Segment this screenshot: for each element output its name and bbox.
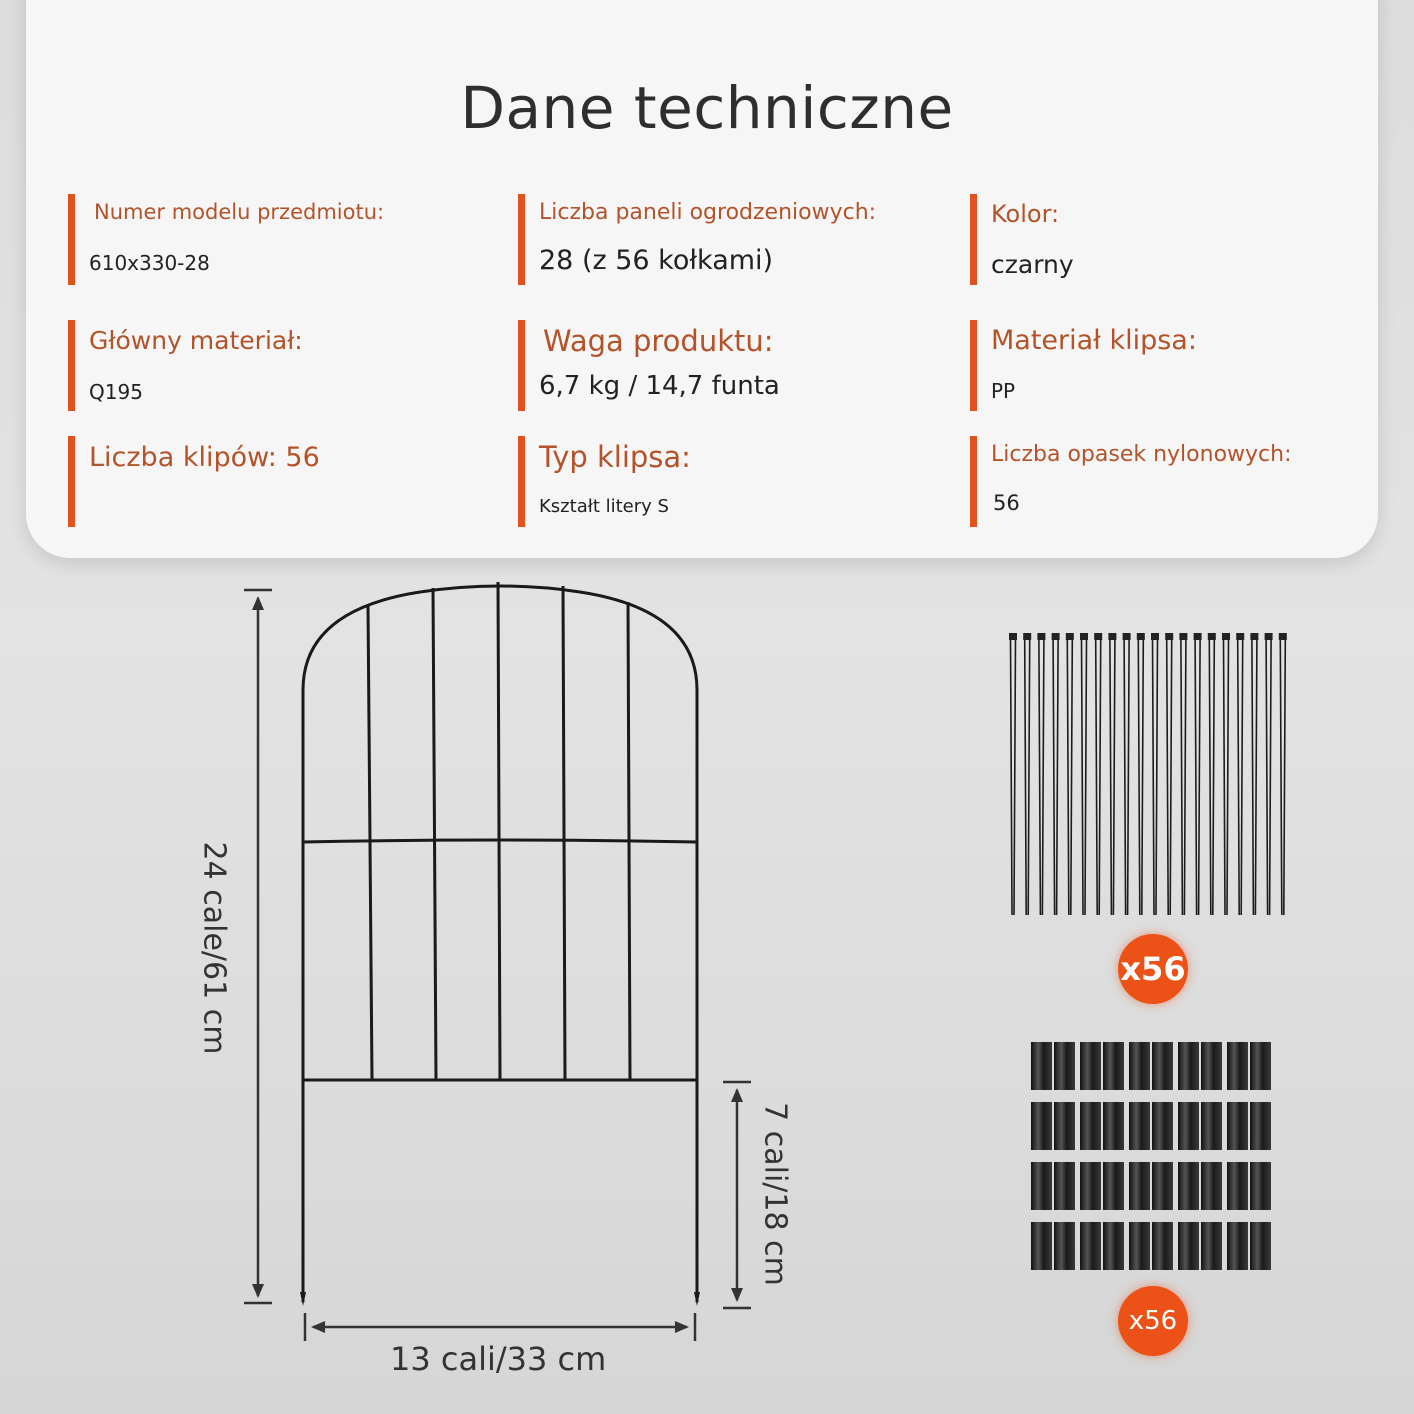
cable-tie [1167, 640, 1172, 915]
clip [1178, 1222, 1199, 1270]
cable-tie-head [1023, 633, 1031, 640]
spec-value: 610x330-28 [89, 251, 210, 275]
clip [1152, 1222, 1173, 1270]
clip [1103, 1162, 1124, 1210]
cable-ties [1009, 633, 1287, 915]
cable-tie [1209, 640, 1214, 915]
clip [1201, 1042, 1222, 1090]
stake-dimension-label: 7 cali/18 cm [757, 1102, 793, 1286]
cable-tie-head [1250, 633, 1258, 640]
clip [1227, 1222, 1248, 1270]
height-dimension-label: 24 cale/61 cm [196, 841, 232, 1055]
cable-tie-head [1236, 633, 1244, 640]
spec-label: Waga produktu: [543, 324, 774, 358]
clip [1152, 1042, 1173, 1090]
spec-value: Q195 [89, 380, 143, 404]
clip [1054, 1162, 1075, 1210]
cable-tie [1053, 640, 1058, 915]
cable-tie [1082, 640, 1087, 915]
clip [1201, 1162, 1222, 1210]
cable-tie [1067, 640, 1072, 915]
clips-group [1031, 1042, 1271, 1270]
cable-tie [1252, 640, 1257, 915]
cable-tie [1181, 640, 1186, 915]
clip [1031, 1222, 1052, 1270]
cable-tie-head [1208, 633, 1216, 640]
cable-tie-head [1179, 633, 1187, 640]
clip [1178, 1102, 1199, 1150]
arrow-head [252, 1284, 264, 1298]
cable-tie-head [1052, 633, 1060, 640]
page-title: Dane techniczne [460, 74, 954, 142]
cable-tie [1039, 640, 1044, 915]
clip [1152, 1162, 1173, 1210]
stake-tip [300, 1292, 306, 1306]
spec-value: Kształt litery S [539, 496, 669, 517]
cable-tie-head [1037, 633, 1045, 640]
clip [1227, 1162, 1248, 1210]
clip [1054, 1222, 1075, 1270]
clip [1178, 1042, 1199, 1090]
ties-count-badge: x56 [1118, 934, 1188, 1004]
spec-label: Liczba opasek nylonowych: [991, 442, 1292, 467]
cable-tie [1238, 640, 1243, 915]
cable-tie-head [1009, 633, 1017, 640]
cable-tie-head [1108, 633, 1116, 640]
cable-tie [1138, 640, 1143, 915]
stake-tip [694, 1292, 700, 1306]
cable-tie [1124, 640, 1129, 915]
clip [1227, 1042, 1248, 1090]
cable-tie-head [1080, 633, 1088, 640]
spec-label: Liczba klipów: 56 [89, 442, 320, 473]
clip [1103, 1222, 1124, 1270]
arrow-head [252, 596, 264, 610]
cable-tie-head [1137, 633, 1145, 640]
spec-value: 6,7 kg / 14,7 funta [539, 371, 780, 401]
clip [1031, 1162, 1052, 1210]
fence-bar [368, 606, 372, 1080]
arrow-head [731, 1288, 743, 1302]
arrow-head [675, 1321, 689, 1333]
clip [1227, 1102, 1248, 1150]
cable-tie-head [1165, 633, 1173, 640]
cable-tie [1224, 640, 1229, 915]
fence-bar [563, 586, 565, 1080]
spec-label: Kolor: [991, 200, 1060, 228]
clip [1129, 1222, 1150, 1270]
fence-bar [628, 602, 630, 1080]
cable-tie [1011, 640, 1016, 915]
cable-tie-head [1222, 633, 1230, 640]
spec-label: Liczba paneli ogrodzeniowych: [539, 200, 877, 225]
clip [1031, 1042, 1052, 1090]
cable-tie [1110, 640, 1115, 915]
clip [1031, 1102, 1052, 1150]
clips-count-badge: x56 [1118, 1286, 1188, 1356]
cable-tie [1153, 640, 1158, 915]
clip [1080, 1102, 1101, 1150]
cable-tie-head [1265, 633, 1273, 640]
spec-value: 28 (z 56 kołkami) [539, 245, 774, 276]
clip [1129, 1162, 1150, 1210]
spec-label: Główny materiał: [89, 326, 303, 355]
cable-tie-head [1194, 633, 1202, 640]
width-dimension-label: 13 cali/33 cm [390, 1340, 607, 1378]
cable-tie-head [1279, 633, 1287, 640]
cable-tie-head [1094, 633, 1102, 640]
cable-tie [1266, 640, 1271, 915]
clip [1080, 1162, 1101, 1210]
clip [1129, 1102, 1150, 1150]
spec-label: Materiał klipsa: [991, 325, 1197, 356]
cable-tie [1096, 640, 1101, 915]
clip [1201, 1222, 1222, 1270]
clip [1250, 1102, 1271, 1150]
clip [1250, 1042, 1271, 1090]
clip [1080, 1222, 1101, 1270]
spec-value: czarny [991, 250, 1074, 279]
clip [1201, 1102, 1222, 1150]
clip [1152, 1102, 1173, 1150]
cable-tie [1025, 640, 1030, 915]
arrow-head [311, 1321, 325, 1333]
spec-label: Typ klipsa: [539, 440, 691, 474]
cable-tie-head [1151, 633, 1159, 640]
cable-tie-head [1066, 633, 1074, 640]
arrow-head [731, 1088, 743, 1102]
fence-bar [433, 588, 436, 1080]
fence-bar [498, 582, 500, 1080]
clip [1103, 1042, 1124, 1090]
spec-label: Numer modelu przedmiotu: [94, 200, 385, 224]
clip [1250, 1162, 1271, 1210]
cable-tie [1195, 640, 1200, 915]
cable-tie-head [1123, 633, 1131, 640]
cable-tie [1280, 640, 1285, 915]
clip [1054, 1042, 1075, 1090]
clip [1250, 1222, 1271, 1270]
clip [1054, 1102, 1075, 1150]
clip [1129, 1042, 1150, 1090]
clip [1080, 1042, 1101, 1090]
spec-value: PP [991, 379, 1016, 403]
clip [1178, 1162, 1199, 1210]
spec-value: 56 [993, 491, 1020, 515]
clip [1103, 1102, 1124, 1150]
